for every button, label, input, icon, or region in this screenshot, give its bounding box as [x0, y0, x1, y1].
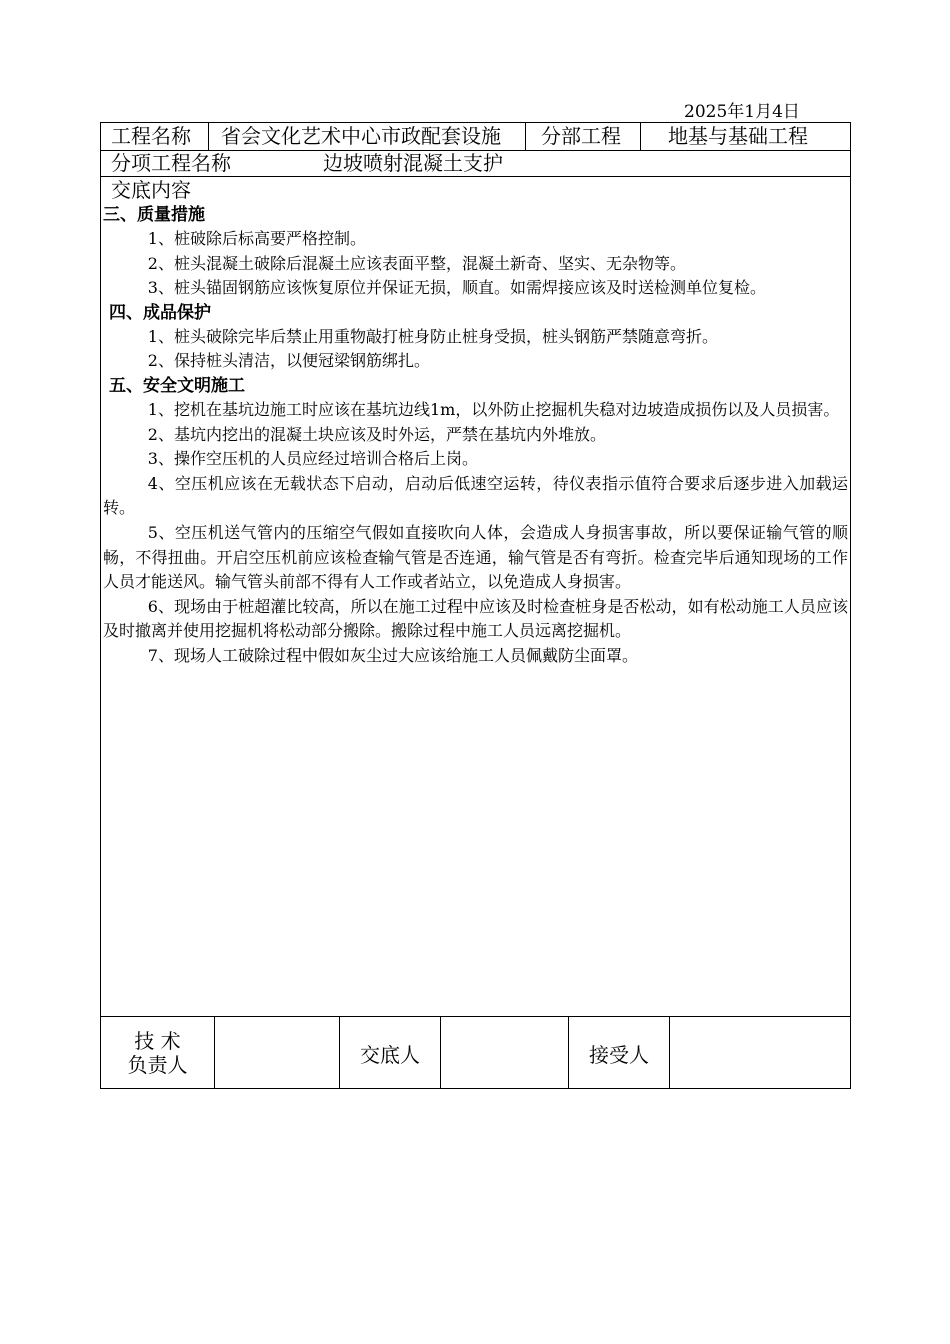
list-item: 2、桩头混凝土破除后混凝土应该表面平整，混凝土新奇、坚实、无杂物等。 [147, 253, 686, 273]
discloser-signature-field[interactable] [441, 1017, 568, 1089]
section-title-quality: 三、质量措施 [103, 205, 205, 225]
divider [640, 123, 641, 150]
content-label: 交底内容 [111, 178, 191, 202]
list-item: 2、基坑内挖出的混凝土块应该及时外运，严禁在基坑内外堆放。 [147, 424, 606, 444]
list-item: 6、现场由于桩超灌比较高，所以在施工过程中应该及时检查桩身是否松动，如有松动施工人员应该及时撤离并使用挖掘机将松动部分搬除。搬除过程中施工人员远离挖掘机。 [103, 596, 848, 641]
discloser-label: 交底人 [360, 1042, 420, 1067]
list-item: 3、操作空压机的人员应经过培训合格后上岗。 [147, 449, 478, 469]
tech-lead-label-line2: 负责人 [127, 1053, 188, 1077]
signature-row [101, 1016, 850, 1089]
list-item: 2、保持桩头清洁，以便冠梁钢筋绑扎。 [147, 351, 430, 371]
project-name-label: 工程名称 [111, 124, 191, 148]
tech-lead-label [101, 1017, 214, 1089]
tech-lead-label-line1: 技 术 [134, 1029, 181, 1053]
subitem-label: 分项工程名称 [111, 151, 231, 175]
subitem-row [101, 150, 850, 177]
list-item: 1、桩头破除完毕后禁止用重物敲打桩身防止桩身受损，桩头钢筋严禁随意弯折。 [147, 326, 718, 346]
list-item: 5、空压机送气管内的压缩空气假如直接吹向人体，会造成人身损害事故，所以要保证输气管的顺畅，不得扭曲。开启空压机前应该检查输气管是否连通，输气管是否有弯折。检查完毕后通知现场的工作人员才能送风。输气管头前部不得有人工作或者站立，以免造成人身损害。 [103, 522, 848, 592]
list-item: 4、空压机应该在无载状态下启动，启动后低速空运转，待仪表指示值符合要求后逐步进入加载运转。 [103, 473, 848, 518]
section-title-protection: 四、成品保护 [109, 302, 211, 323]
division-label: 分部工程 [541, 124, 621, 148]
list-item: 1、桩破除后标高要严格控制。 [147, 229, 366, 248]
divider [208, 123, 209, 150]
disclosure-form [100, 122, 851, 1089]
list-item: 3、桩头锚固钢筋应该恢复原位并保证无损，顺直。如需焊接应该及时送检测单位复检。 [147, 278, 766, 298]
project-name-value: 省会文化艺术中心市政配套设施 [221, 124, 501, 148]
list-item: 7、现场人工破除过程中假如灰尘过大应该给施工人员佩戴防尘面罩。 [147, 645, 638, 665]
receiver-signature-field[interactable] [670, 1017, 850, 1089]
subitem-value: 边坡喷射混凝土支护 [323, 151, 503, 175]
tech-lead-signature-field[interactable] [215, 1017, 339, 1089]
division-value: 地基与基础工程 [668, 124, 808, 148]
list-item: 1、挖机在基坑边施工时应该在基坑边线1m，以外防止挖掘机失稳对边坡造成损伤以及人员损害。 [147, 399, 840, 419]
document-date: 2025年1月4日 [684, 102, 800, 122]
divider [525, 123, 526, 150]
disclosure-content [103, 177, 848, 669]
receiver-label: 接受人 [589, 1042, 649, 1067]
section-title-safety: 五、安全文明施工 [109, 375, 245, 396]
project-row [101, 123, 850, 151]
